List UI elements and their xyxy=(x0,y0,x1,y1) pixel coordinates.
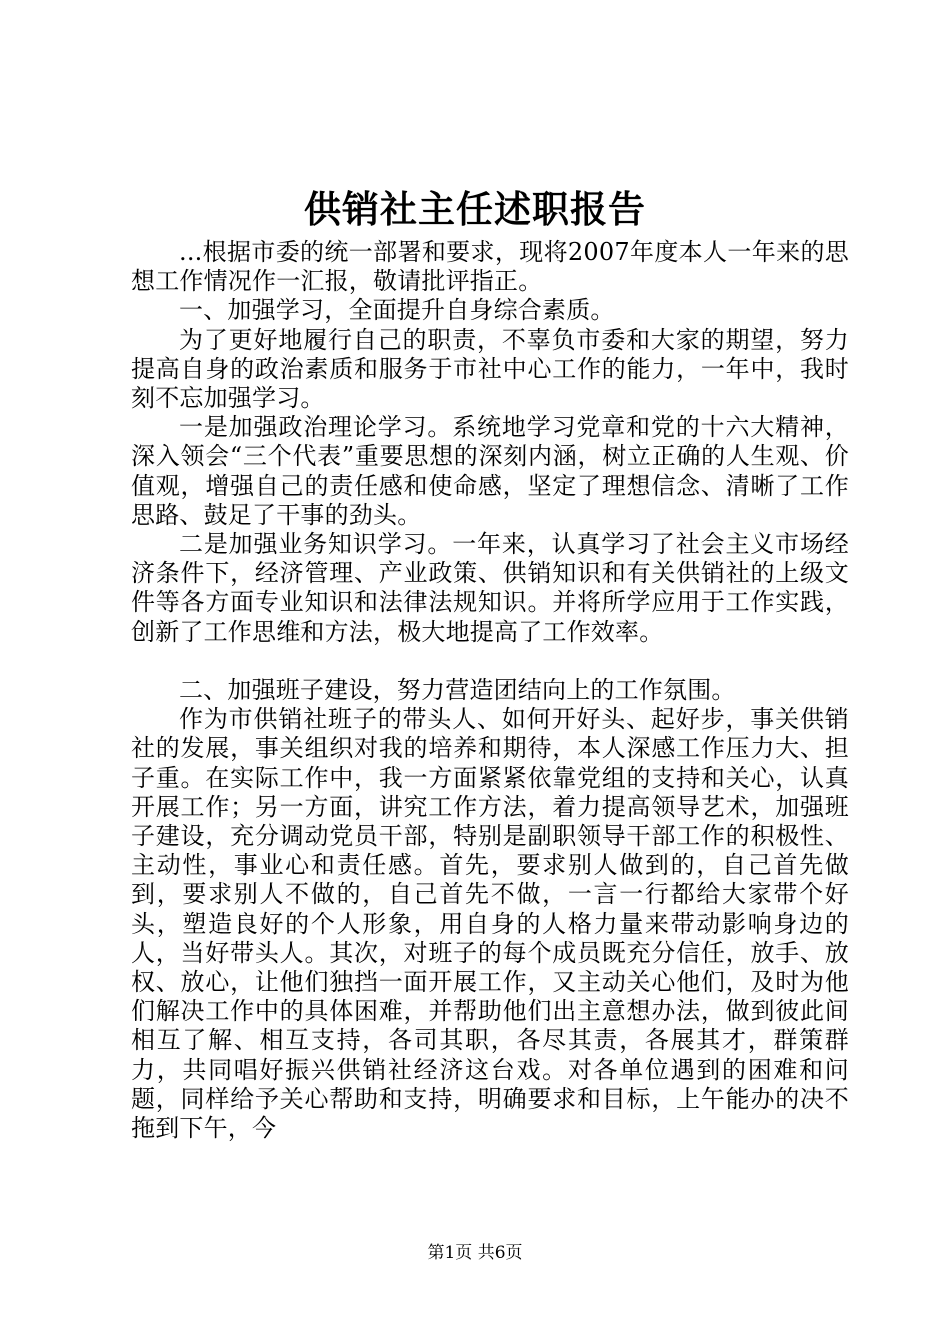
section-1-paragraph: 二是加强业务知识学习。一年来，认真学习了社会主义市场经济条件下，经济管理、产业政策、供销知识和有关供销社的上级文件等各方面专业知识和法律法规知识。并将所学应用于工作实践，创新了工作思维和方法，极大地提高了工作效率。 xyxy=(131,530,849,646)
document-title: 供销社主任述职报告 xyxy=(304,187,646,231)
section-heading-1: 一、加强学习，全面提升自身综合素质。 xyxy=(179,296,615,325)
page-indicator: 第1页 共6页 xyxy=(427,1243,523,1263)
section-1-paragraph: 一是加强政治理论学习。系统地学习党章和党的十六大精神，深入领会“三个代表”重要思想的深刻内涵，树立正确的人生观、价值观，增强自己的责任感和使命感，坚定了理想信念、清晰了工作思路、鼓足了干事的劲头。 xyxy=(131,413,849,529)
paragraph-spacer xyxy=(131,647,849,676)
section-heading-2: 二、加强班子建设，努力营造团结向上的工作氛围。 xyxy=(179,676,736,705)
section-1-paragraph: 为了更好地履行自己的职责，不辜负市委和大家的期望，努力提高自身的政治素质和服务于市社中心工作的能力，一年中，我时刻不忘加强学习。 xyxy=(131,325,849,413)
document-body xyxy=(131,238,849,1143)
section-2-paragraph: 作为市供销社班子的带头人、如何开好头、起好步，事关供销社的发展，事关组织对我的培养和期待，本人深感工作压力大、担子重。在实际工作中，我一方面紧紧依靠党组的支持和关心，认真开展工作；另一方面，讲究工作方法，着力提高领导艺术，加强班子建设，充分调动党员干部，特别是副职领导干部工作的积极性、主动性，事业心和责任感。首先，要求别人做到的，自己首先做到，要求别人不做的，自己首先不做，一言一行都给大家带个好头，塑造良好的个人形象，用自身的人格力量来带动影响身边的人，当好带头人。其次，对班子的每个成员既充分信任，放手、放权、放心，让他们独挡一面开展工作，又主动关心他们，及时为他们解决工作中的具体困难，并帮助他们出主意想办法，做到彼此间相互了解、相互支持，各司其职，各尽其责，各展其才，群策群力，共同唱好振兴供销社经济这台戏。对各单位遇到的困难和问题，同样给予关心帮助和支持，明确要求和目标，上午能办的决不拖到下午，今 xyxy=(131,705,849,1143)
intro-paragraph: ...根据市委的统一部署和要求，现将2007年度本人一年来的思想工作情况作一汇报，敬请批评指正。 xyxy=(131,238,849,296)
